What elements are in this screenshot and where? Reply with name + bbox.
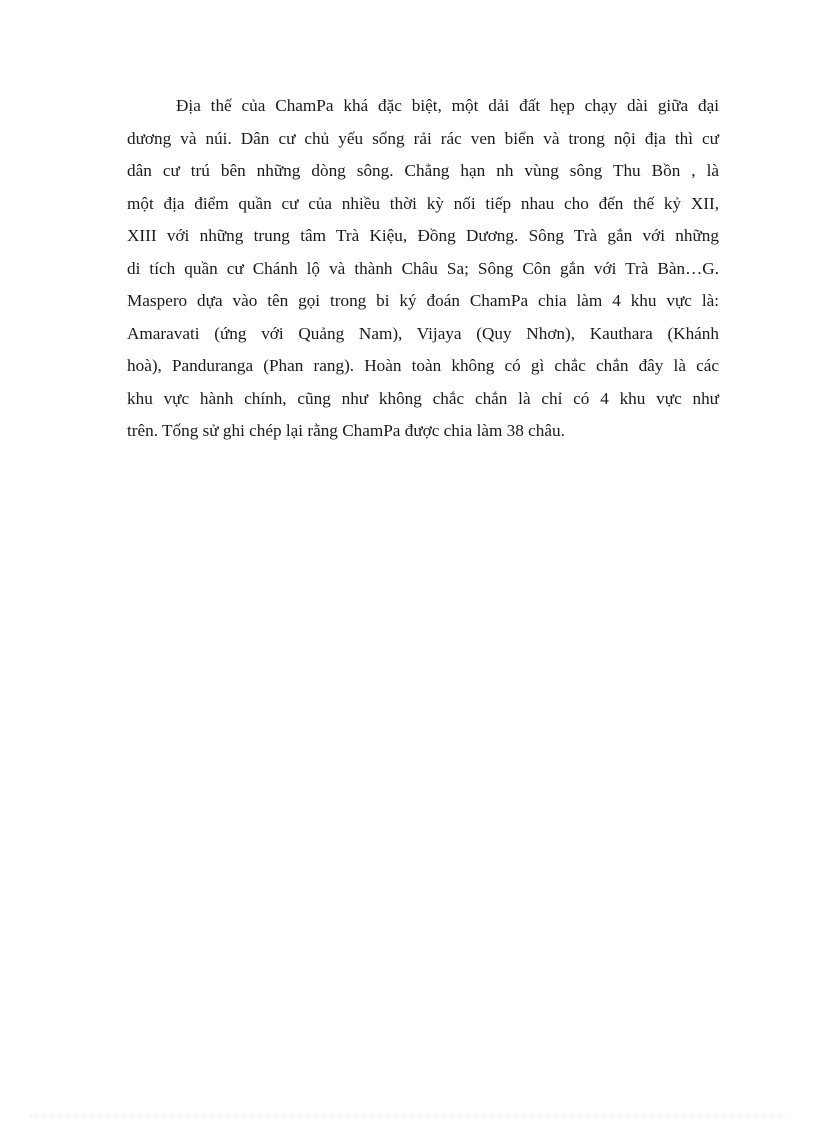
paragraph-line: hoà), Panduranga (Phan rang). Hoàn toàn không có gì chắc chắn đây là các: [127, 356, 719, 375]
paragraph-line: XIII với những trung tâm Trà Kiệu, Đồng Dương. Sông Trà gắn với những: [127, 226, 719, 245]
paragraph-line: một địa điểm quần cư của nhiều thời kỳ nối tiếp nhau cho đến thế kỷ XII,: [127, 193, 719, 213]
paragraph-line: Địa thế của ChamPa khá đặc biệt, một dải đất hẹp chạy dài giữa đại: [176, 96, 719, 115]
paragraph-line: dân cư trú bên những dòng sông. Chẳng hạn nh vùng sông Thu Bồn , là: [127, 161, 719, 180]
paragraph-line: trên. Tống sử ghi chép lại rằng ChamPa được chia làm 38 châu.: [127, 421, 565, 440]
paragraph-line: Amaravati (ứng với Quảng Nam), Vijaya (Quy Nhơn), Kauthara (Khánh: [127, 323, 719, 343]
body-paragraph: [127, 90, 719, 448]
page-bottom-divider: [30, 1116, 786, 1117]
paragraph-line: di tích quần cư Chánh lộ và thành Châu Sa; Sông Côn gắn với Trà Bàn…G.: [127, 258, 719, 278]
paragraph-line: Maspero dựa vào tên gọi trong bi ký đoán ChamPa chia làm 4 khu vực là:: [127, 291, 719, 310]
paragraph-line: dương và núi. Dân cư chủ yếu sống rải rác ven biển và trong nội địa thì cư: [127, 128, 719, 148]
paragraph-line: khu vực hành chính, cũng như không chắc chắn là chỉ có 4 khu vực như: [127, 388, 719, 408]
